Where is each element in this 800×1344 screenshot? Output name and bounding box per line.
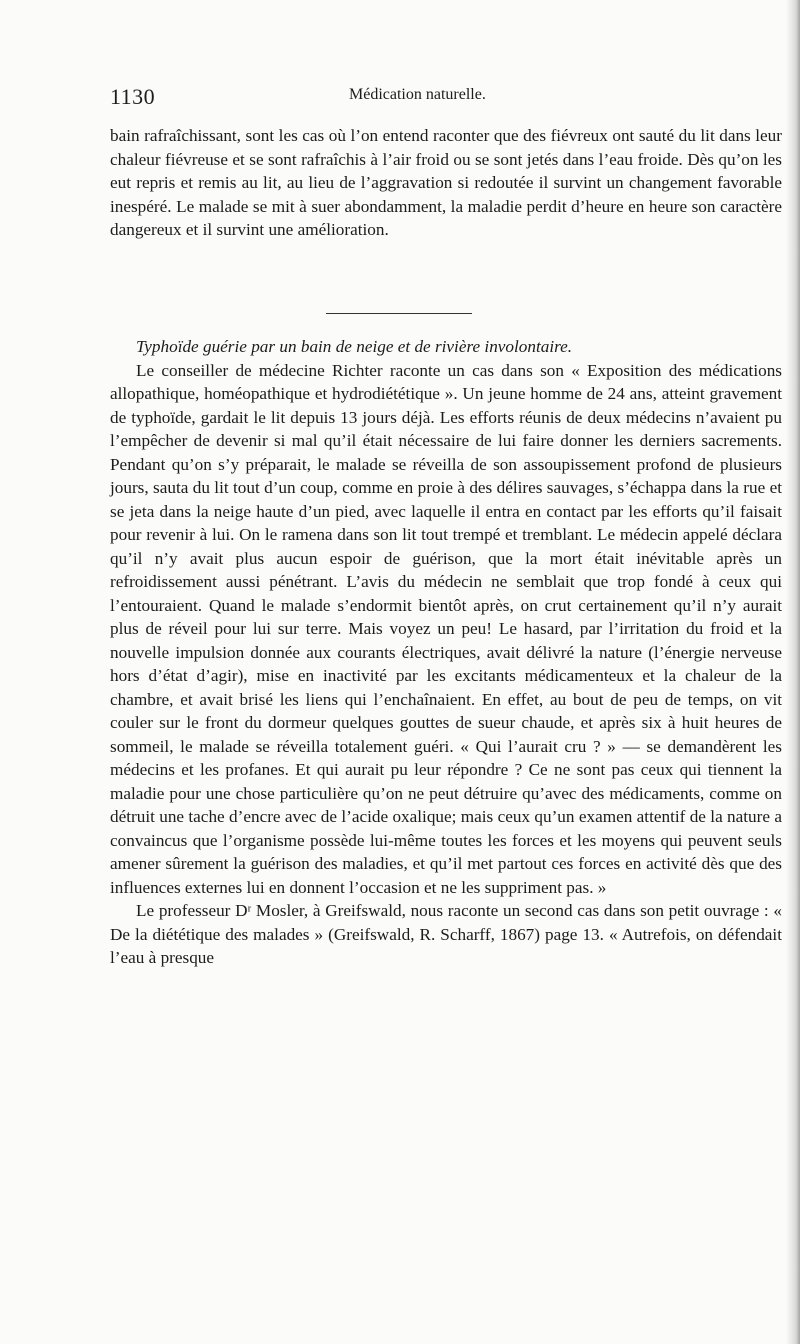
intro-paragraph: bain rafraîchissant, sont les cas où l’on entend raconter que des fiévreux ont sauté du lit dans leur chaleur fiévreuse et se sont rafraîchis à l’air froid ou se sont jetés dans l’eau froide. Dès qu’on les eut repris et remis au lit, au lieu de l’aggravation si redoutée il survint un changement favorable inespéré. Le malade se mit à suer abondamment, la maladie perdit d’heure en heure son caractère dangereux et il survint une amélioration.: [110, 126, 782, 239]
section-body: [110, 335, 782, 970]
section-title: Typhoïde guérie par un bain de neige et de rivière involontaire.: [136, 337, 573, 356]
page-edge-shadow: [786, 0, 800, 1344]
page-header: [110, 84, 782, 108]
section-paragraph: Le conseiller de médecine Richter raconte un cas dans son « Exposition des médications allopathique, homéopathique et hydrodiététique ». Un jeune homme de 24 ans, atteint gravement de typhoïde, gardait le lit depuis 13 jours déjà. Les efforts réunis de deux médecins n’avaient pu l’empêcher de devenir si mal qu’il était nécessaire de lui faire donner les derniers sacrements. Pendant qu’on s’y préparait, le malade se réveilla de son assoupissement profond de plusieurs jours, sauta du lit tout d’un coup, comme en proie à des délires sauvages, s’échappa dans la rue et se jeta dans la neige haute d’un pied, avec laquelle il entra en contact par les efforts qu’il faisait pour revenir à lui. On le ramena dans son lit tout trempé et tremblant. Le médecin appelé déclara qu’il n’y avait plus aucun espoir de guérison, que la mort était inévitable après un refroidissement aussi pénétrant. L’avis du médecin ne semblait que trop fondé à ceux qui l’entouraient. Quand le malade s’endormit bientôt après, on crut certainement qu’il n’y aurait plus de réveil pour lui sur terre. Mais voyez un peu! Le hasard, par l’irritation du froid et la nouvelle impulsion donnée aux courants électriques, avait délivré la nature (l’énergie nerveuse hors d’état d’agir), mise en inactivité par les excitants médicamenteux et la chaleur de la chambre, et avait brisé les liens qui l’enchaînaient. En effet, au bout de peu de temps, on vit couler sur le front du dormeur quelques gouttes de sueur chaude, et après six à huit heures de sommeil, le malade se réveilla totalement guéri. « Qui l’aurait cru ? » — se demandèrent les médecins et les profanes. Et qui aurait pu leur répondre ? Ce ne sont pas ceux qui tiennent la maladie pour une chose particulière qu’on ne peut détruire qu’avec des médicaments, comme on détruit une tache d’encre avec de l’acide oxalique; mais ceux qu’un examen attentif de la nature a convaincus que l’organisme possède lui-même toutes les forces et les moyens qui peuvent seuls amener sûrement la guérison des maladies, et qu’il met partout ces forces en activité dès que des influences externes lui en donnent l’occasion et ne les suppriment pas. »: [110, 360, 782, 897]
section-paragraph: Le professeur Dʳ Mosler, à Greifswald, nous raconte un second cas dans son petit ouvrage : « De la diététique des malades » (Greifswald, R. Scharff, 1867) page 13. « Autrefois, on défendait l’eau à presque: [110, 901, 782, 967]
intro-text: [110, 124, 782, 242]
running-title: Médication naturelle.: [349, 86, 486, 103]
section-divider: [326, 313, 472, 314]
page-number: 1130: [110, 84, 156, 109]
